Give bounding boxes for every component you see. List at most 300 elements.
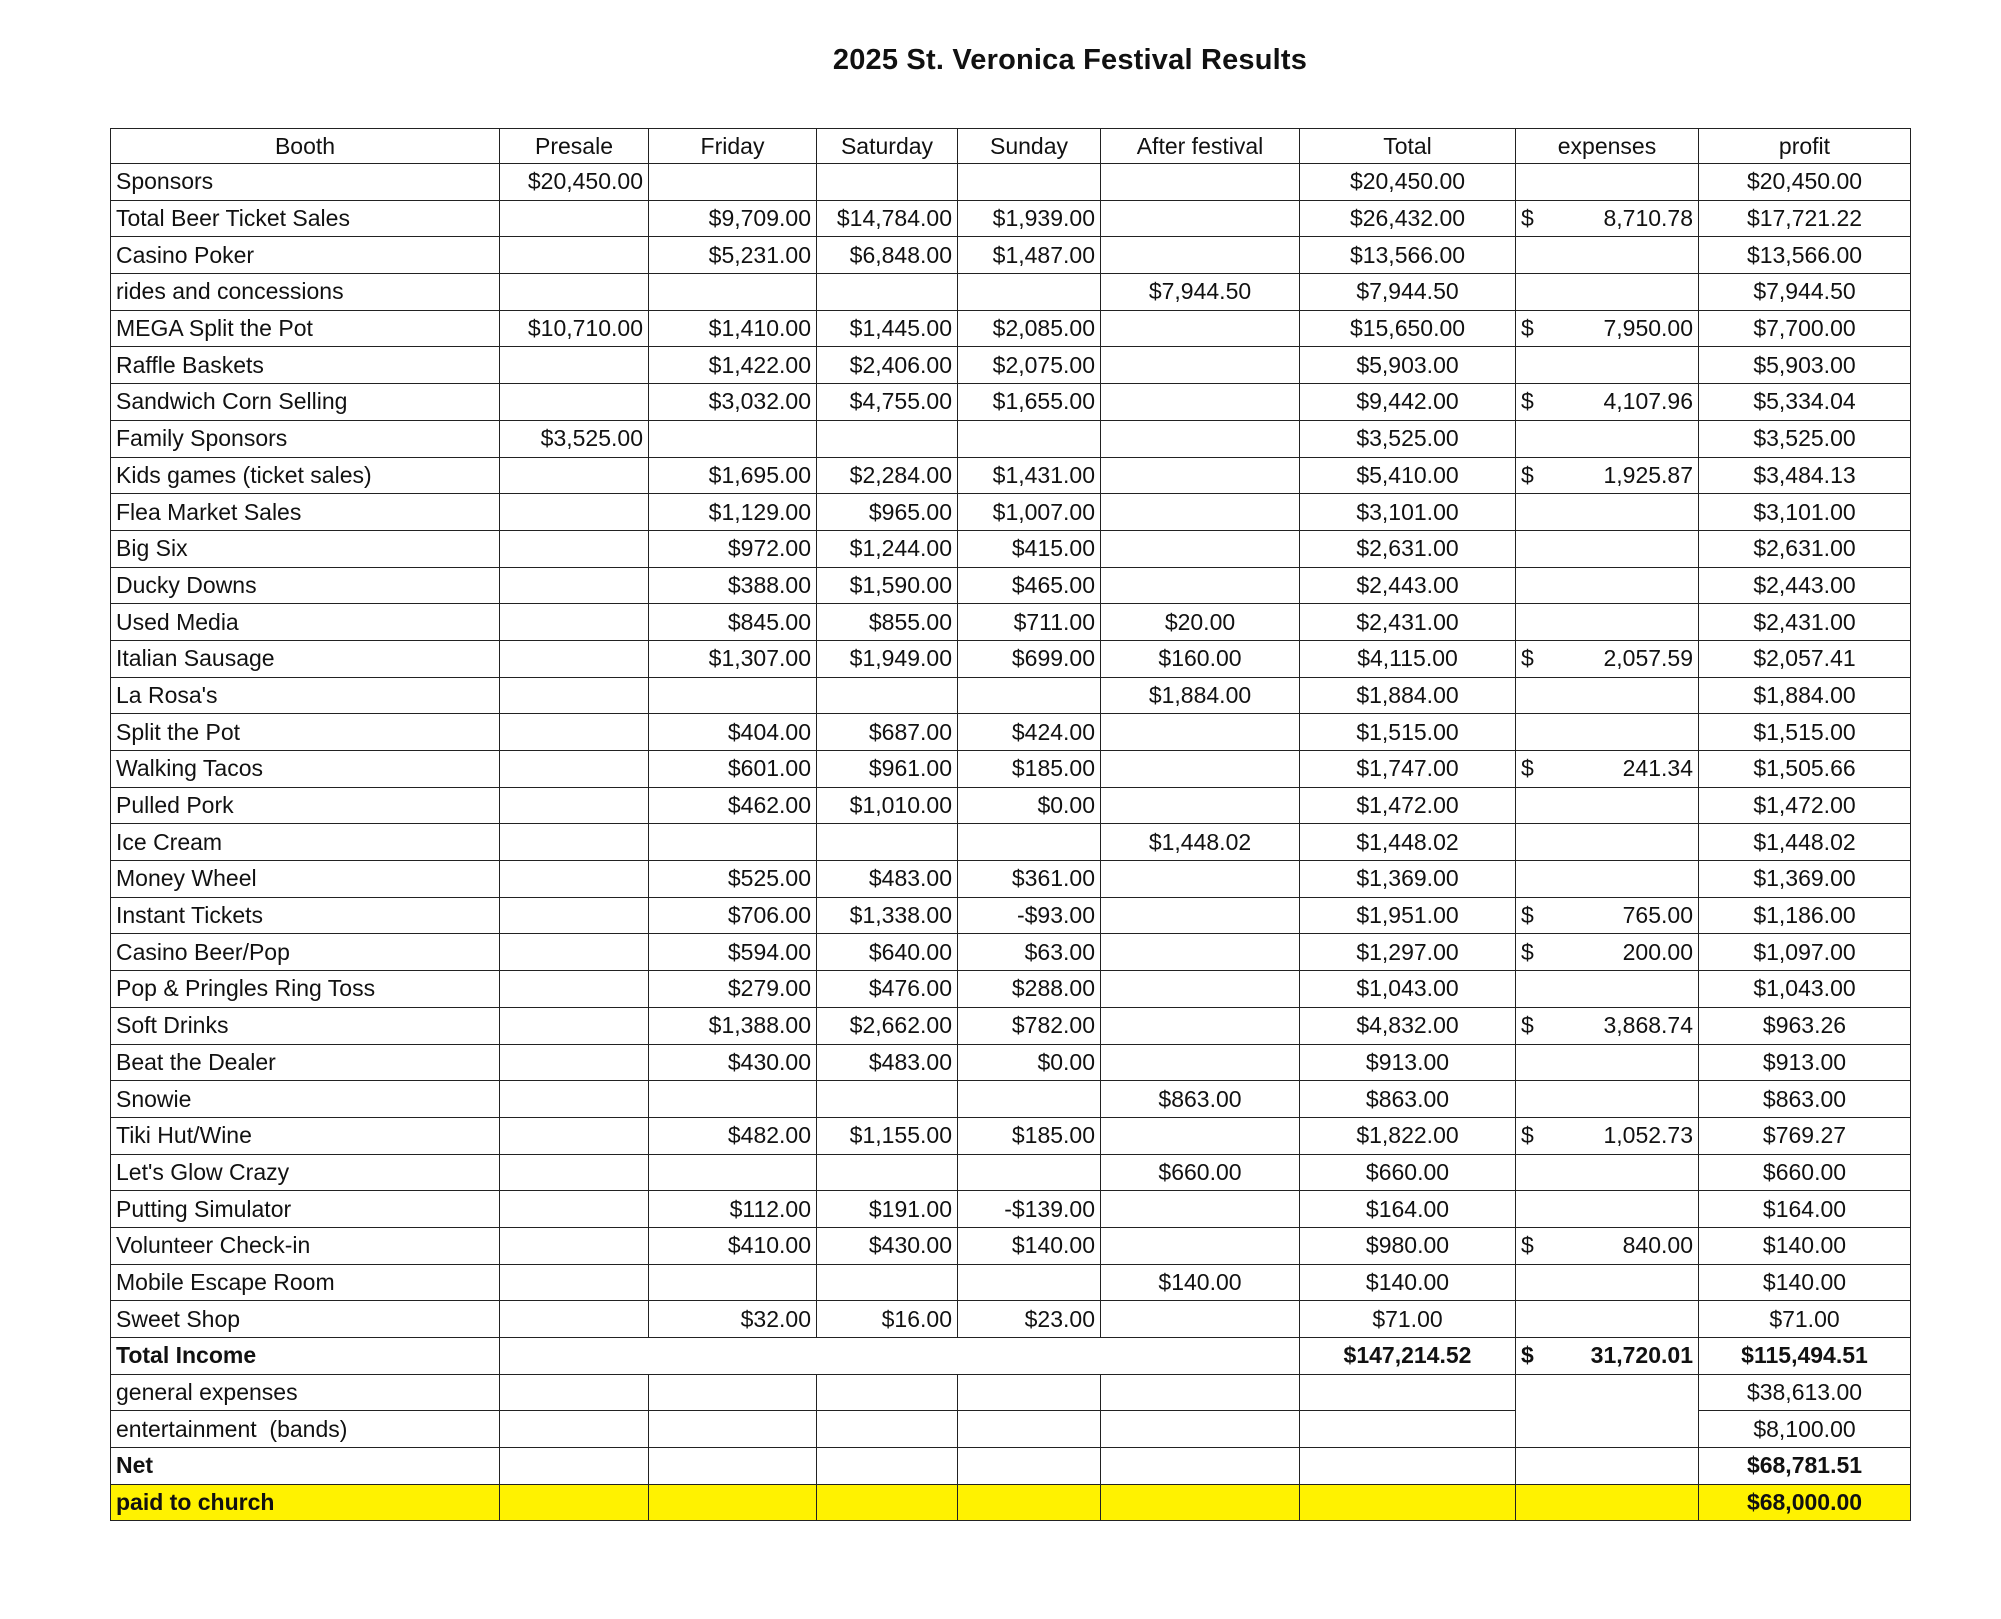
booth-name-cell: Kids games (ticket sales) xyxy=(111,457,500,494)
profit-cell: $913.00 xyxy=(1699,1044,1911,1081)
expenses-merged-empty xyxy=(1516,1374,1699,1447)
after-festival-cell xyxy=(1101,530,1300,567)
expenses-value: 3,868.74 xyxy=(1603,1012,1693,1039)
sunday-cell: $782.00 xyxy=(958,1007,1101,1044)
sunday-cell: $711.00 xyxy=(958,604,1101,641)
saturday-cell: $961.00 xyxy=(817,751,958,788)
sunday-cell: $1,431.00 xyxy=(958,457,1101,494)
after-festival-cell xyxy=(1101,1227,1300,1264)
total-cell: $1,515.00 xyxy=(1300,714,1516,751)
friday-cell xyxy=(649,1081,817,1118)
presale-cell xyxy=(500,897,649,934)
cell-empty xyxy=(958,1374,1101,1411)
profit-cell: $1,097.00 xyxy=(1699,934,1911,971)
booth-name-cell: Volunteer Check-in xyxy=(111,1227,500,1264)
cell-empty xyxy=(817,1374,958,1411)
total-income-label: Total Income xyxy=(111,1338,500,1375)
booth-name-cell: Putting Simulator xyxy=(111,1191,500,1228)
header-row xyxy=(111,129,1911,164)
booth-row xyxy=(111,1081,1911,1118)
booth-row xyxy=(111,1044,1911,1081)
booth-row xyxy=(111,640,1911,677)
saturday-cell: $1,590.00 xyxy=(817,567,958,604)
booth-row xyxy=(111,677,1911,714)
saturday-cell xyxy=(817,1264,958,1301)
profit-cell: $5,903.00 xyxy=(1699,347,1911,384)
friday-cell: $1,129.00 xyxy=(649,494,817,531)
saturday-cell: $855.00 xyxy=(817,604,958,641)
profit-cell: $7,944.50 xyxy=(1699,274,1911,311)
sunday-cell: $465.00 xyxy=(958,567,1101,604)
expenses-sign: $ xyxy=(1521,1012,1534,1039)
after-festival-cell: $863.00 xyxy=(1101,1081,1300,1118)
total-cell: $26,432.00 xyxy=(1300,200,1516,237)
total-income-expenses xyxy=(1516,1338,1699,1375)
total-cell: $20,450.00 xyxy=(1300,164,1516,201)
net-label: Net xyxy=(111,1448,500,1485)
sunday-cell: $1,655.00 xyxy=(958,384,1101,421)
saturday-cell xyxy=(817,274,958,311)
expenses-cell xyxy=(1516,1044,1699,1081)
booth-name-cell: Sandwich Corn Selling xyxy=(111,384,500,421)
after-festival-cell xyxy=(1101,971,1300,1008)
sunday-cell xyxy=(958,677,1101,714)
cell-empty xyxy=(1101,1374,1300,1411)
expenses-sign: $ xyxy=(1521,1122,1534,1149)
profit-cell: $7,700.00 xyxy=(1699,310,1911,347)
saturday-cell: $1,949.00 xyxy=(817,640,958,677)
total-cell: $164.00 xyxy=(1300,1191,1516,1228)
booth-row xyxy=(111,604,1911,641)
profit-cell: $863.00 xyxy=(1699,1081,1911,1118)
entertainment-label: entertainment (bands) xyxy=(111,1411,500,1448)
friday-cell: $525.00 xyxy=(649,861,817,898)
after-festival-cell: $1,884.00 xyxy=(1101,677,1300,714)
booth-name-cell: Split the Pot xyxy=(111,714,500,751)
total-income-expenses-value: 31,720.01 xyxy=(1590,1342,1693,1369)
booth-row xyxy=(111,457,1911,494)
profit-cell: $2,057.41 xyxy=(1699,640,1911,677)
expenses-cell xyxy=(1516,787,1699,824)
booth-rows xyxy=(111,164,1911,1338)
expenses-cell xyxy=(1516,1227,1699,1264)
cell-empty xyxy=(500,1374,649,1411)
expenses-sign: $ xyxy=(1521,315,1534,342)
booth-row xyxy=(111,164,1911,201)
saturday-cell: $1,010.00 xyxy=(817,787,958,824)
total-cell: $1,747.00 xyxy=(1300,751,1516,788)
profit-cell: $769.27 xyxy=(1699,1117,1911,1154)
booth-name-cell: Money Wheel xyxy=(111,861,500,898)
sunday-cell: $1,939.00 xyxy=(958,200,1101,237)
saturday-cell: $14,784.00 xyxy=(817,200,958,237)
header-booth: Booth xyxy=(111,129,500,164)
profit-cell: $3,101.00 xyxy=(1699,494,1911,531)
friday-cell: $482.00 xyxy=(649,1117,817,1154)
saturday-cell: $4,755.00 xyxy=(817,384,958,421)
cell-empty xyxy=(1300,1374,1516,1411)
booth-name-cell: Used Media xyxy=(111,604,500,641)
booth-name-cell: Family Sponsors xyxy=(111,420,500,457)
expenses-cell xyxy=(1516,1081,1699,1118)
total-cell: $3,101.00 xyxy=(1300,494,1516,531)
total-cell: $1,822.00 xyxy=(1300,1117,1516,1154)
profit-cell: $20,450.00 xyxy=(1699,164,1911,201)
expenses-cell xyxy=(1516,714,1699,751)
after-festival-cell xyxy=(1101,237,1300,274)
friday-cell xyxy=(649,677,817,714)
header-sunday: Sunday xyxy=(958,129,1101,164)
friday-cell xyxy=(649,1264,817,1301)
expenses-cell xyxy=(1516,1007,1699,1044)
saturday-cell: $483.00 xyxy=(817,1044,958,1081)
total-cell: $4,832.00 xyxy=(1300,1007,1516,1044)
sunday-cell: $185.00 xyxy=(958,751,1101,788)
expenses-cell xyxy=(1516,1154,1699,1191)
cell-empty xyxy=(958,1411,1101,1448)
net-value: $68,781.51 xyxy=(1699,1448,1911,1485)
expenses-cell xyxy=(1516,494,1699,531)
booth-row xyxy=(111,200,1911,237)
presale-cell xyxy=(500,1264,649,1301)
presale-cell xyxy=(500,237,649,274)
after-festival-cell xyxy=(1101,420,1300,457)
friday-cell: $601.00 xyxy=(649,751,817,788)
after-festival-cell: $140.00 xyxy=(1101,1264,1300,1301)
after-festival-cell xyxy=(1101,1117,1300,1154)
friday-cell: $112.00 xyxy=(649,1191,817,1228)
booth-row xyxy=(111,1154,1911,1191)
profit-cell: $1,884.00 xyxy=(1699,677,1911,714)
saturday-cell: $2,662.00 xyxy=(817,1007,958,1044)
saturday-cell xyxy=(817,677,958,714)
booth-row xyxy=(111,274,1911,311)
booth-name-cell: Pop & Pringles Ring Toss xyxy=(111,971,500,1008)
sunday-cell: $0.00 xyxy=(958,787,1101,824)
profit-cell: $5,334.04 xyxy=(1699,384,1911,421)
total-cell: $1,951.00 xyxy=(1300,897,1516,934)
profit-cell: $1,186.00 xyxy=(1699,897,1911,934)
booth-name-cell: Casino Beer/Pop xyxy=(111,934,500,971)
friday-cell xyxy=(649,824,817,861)
booth-name-cell: Raffle Baskets xyxy=(111,347,500,384)
after-festival-cell xyxy=(1101,1044,1300,1081)
total-income-blank xyxy=(500,1338,1300,1375)
general-expenses-label: general expenses xyxy=(111,1374,500,1411)
expenses-sign: $ xyxy=(1521,645,1534,672)
expenses-value: 765.00 xyxy=(1622,902,1693,929)
presale-cell xyxy=(500,640,649,677)
paid-to-church-label: paid to church xyxy=(111,1484,500,1521)
after-festival-cell xyxy=(1101,1191,1300,1228)
booth-row xyxy=(111,384,1911,421)
after-festival-cell xyxy=(1101,787,1300,824)
total-income-expenses-sign: $ xyxy=(1521,1342,1534,1369)
presale-cell xyxy=(500,530,649,567)
after-festival-cell xyxy=(1101,310,1300,347)
booth-name-cell: Tiki Hut/Wine xyxy=(111,1117,500,1154)
total-cell: $2,631.00 xyxy=(1300,530,1516,567)
presale-cell xyxy=(500,200,649,237)
expenses-value: 840.00 xyxy=(1622,1232,1693,1259)
profit-cell: $1,043.00 xyxy=(1699,971,1911,1008)
friday-cell: $5,231.00 xyxy=(649,237,817,274)
expenses-value: 1,925.87 xyxy=(1603,461,1693,488)
booth-row xyxy=(111,751,1911,788)
total-cell: $913.00 xyxy=(1300,1044,1516,1081)
expenses-value: 1,052.73 xyxy=(1603,1122,1693,1149)
profit-cell: $963.26 xyxy=(1699,1007,1911,1044)
sunday-cell: $63.00 xyxy=(958,934,1101,971)
after-festival-cell xyxy=(1101,934,1300,971)
friday-cell: $706.00 xyxy=(649,897,817,934)
expenses-cell xyxy=(1516,1117,1699,1154)
expenses-cell xyxy=(1516,420,1699,457)
saturday-cell: $1,155.00 xyxy=(817,1117,958,1154)
cell-empty xyxy=(958,1484,1101,1521)
expenses-sign: $ xyxy=(1521,205,1534,232)
friday-cell: $1,695.00 xyxy=(649,457,817,494)
cell-empty xyxy=(817,1484,958,1521)
profit-cell: $2,443.00 xyxy=(1699,567,1911,604)
profit-cell: $2,431.00 xyxy=(1699,604,1911,641)
booth-row xyxy=(111,494,1911,531)
sunday-cell: $288.00 xyxy=(958,971,1101,1008)
total-income-row xyxy=(111,1338,1911,1375)
saturday-cell xyxy=(817,824,958,861)
festival-results-table xyxy=(110,128,1911,1521)
presale-cell xyxy=(500,347,649,384)
presale-cell xyxy=(500,714,649,751)
saturday-cell: $687.00 xyxy=(817,714,958,751)
net-row xyxy=(111,1448,1911,1485)
booth-row xyxy=(111,714,1911,751)
booth-name-cell: Instant Tickets xyxy=(111,897,500,934)
after-festival-cell xyxy=(1101,164,1300,201)
presale-cell xyxy=(500,494,649,531)
sunday-cell: $0.00 xyxy=(958,1044,1101,1081)
expenses-cell xyxy=(1516,347,1699,384)
cell-empty xyxy=(1300,1484,1516,1521)
after-festival-cell: $160.00 xyxy=(1101,640,1300,677)
document-title: 2025 St. Veronica Festival Results xyxy=(832,44,1308,76)
cell-empty xyxy=(1101,1411,1300,1448)
after-festival-cell xyxy=(1101,751,1300,788)
total-cell: $1,448.02 xyxy=(1300,824,1516,861)
cell-empty xyxy=(649,1448,817,1485)
booth-name-cell: Big Six xyxy=(111,530,500,567)
profit-cell: $1,448.02 xyxy=(1699,824,1911,861)
presale-cell xyxy=(500,824,649,861)
expenses-cell xyxy=(1516,274,1699,311)
booth-row xyxy=(111,1117,1911,1154)
total-income-total: $147,214.52 xyxy=(1300,1338,1516,1375)
profit-cell: $2,631.00 xyxy=(1699,530,1911,567)
header-after-festival: After festival xyxy=(1101,129,1300,164)
profit-cell: $164.00 xyxy=(1699,1191,1911,1228)
after-festival-cell xyxy=(1101,861,1300,898)
expenses-sign: $ xyxy=(1521,461,1534,488)
booth-name-cell: Casino Poker xyxy=(111,237,500,274)
presale-cell xyxy=(500,1081,649,1118)
sunday-cell: -$139.00 xyxy=(958,1191,1101,1228)
total-cell: $4,115.00 xyxy=(1300,640,1516,677)
expenses-cell xyxy=(1516,567,1699,604)
expenses-cell xyxy=(1516,384,1699,421)
saturday-cell: $2,284.00 xyxy=(817,457,958,494)
saturday-cell xyxy=(817,420,958,457)
sunday-cell: $185.00 xyxy=(958,1117,1101,1154)
sunday-cell: $2,075.00 xyxy=(958,347,1101,384)
booth-row xyxy=(111,567,1911,604)
after-festival-cell xyxy=(1101,1007,1300,1044)
booth-row xyxy=(111,971,1911,1008)
summary-rows xyxy=(111,1338,1911,1521)
cell-empty xyxy=(649,1484,817,1521)
presale-cell xyxy=(500,787,649,824)
header-total: Total xyxy=(1300,129,1516,164)
saturday-cell: $476.00 xyxy=(817,971,958,1008)
sunday-cell: $23.00 xyxy=(958,1301,1101,1338)
header-saturday: Saturday xyxy=(817,129,958,164)
booth-name-cell: Sweet Shop xyxy=(111,1301,500,1338)
paid-to-church-value: $68,000.00 xyxy=(1699,1484,1911,1521)
presale-cell xyxy=(500,1117,649,1154)
saturday-cell xyxy=(817,164,958,201)
booth-name-cell: MEGA Split the Pot xyxy=(111,310,500,347)
friday-cell xyxy=(649,274,817,311)
friday-cell: $410.00 xyxy=(649,1227,817,1264)
presale-cell xyxy=(500,1154,649,1191)
after-festival-cell xyxy=(1101,457,1300,494)
sunday-cell xyxy=(958,1264,1101,1301)
booth-row xyxy=(111,1227,1911,1264)
friday-cell: $430.00 xyxy=(649,1044,817,1081)
presale-cell: $20,450.00 xyxy=(500,164,649,201)
total-cell: $863.00 xyxy=(1300,1081,1516,1118)
booth-row xyxy=(111,897,1911,934)
expenses-cell xyxy=(1516,1301,1699,1338)
after-festival-cell xyxy=(1101,494,1300,531)
presale-cell xyxy=(500,604,649,641)
presale-cell xyxy=(500,457,649,494)
expenses-value: 8,710.78 xyxy=(1603,205,1693,232)
expenses-cell xyxy=(1516,861,1699,898)
friday-cell: $462.00 xyxy=(649,787,817,824)
total-cell: $5,903.00 xyxy=(1300,347,1516,384)
after-festival-cell xyxy=(1101,897,1300,934)
sunday-cell xyxy=(958,274,1101,311)
friday-cell: $388.00 xyxy=(649,567,817,604)
profit-cell: $140.00 xyxy=(1699,1227,1911,1264)
booth-row xyxy=(111,787,1911,824)
saturday-cell xyxy=(817,1081,958,1118)
booth-row xyxy=(111,237,1911,274)
after-festival-cell xyxy=(1101,1301,1300,1338)
expenses-cell xyxy=(1516,640,1699,677)
expenses-cell xyxy=(1516,934,1699,971)
booth-name-cell: Let's Glow Crazy xyxy=(111,1154,500,1191)
sunday-cell: -$93.00 xyxy=(958,897,1101,934)
expenses-cell xyxy=(1516,237,1699,274)
profit-cell: $3,525.00 xyxy=(1699,420,1911,457)
cell-empty xyxy=(649,1374,817,1411)
sunday-cell xyxy=(958,1081,1101,1118)
friday-cell xyxy=(649,164,817,201)
header-profit: profit xyxy=(1699,129,1911,164)
booth-name-cell: Sponsors xyxy=(111,164,500,201)
friday-cell: $32.00 xyxy=(649,1301,817,1338)
friday-cell: $9,709.00 xyxy=(649,200,817,237)
saturday-cell: $191.00 xyxy=(817,1191,958,1228)
friday-cell: $1,307.00 xyxy=(649,640,817,677)
saturday-cell: $1,338.00 xyxy=(817,897,958,934)
sunday-cell xyxy=(958,420,1101,457)
presale-cell xyxy=(500,1191,649,1228)
booth-row xyxy=(111,347,1911,384)
booth-name-cell: Soft Drinks xyxy=(111,1007,500,1044)
friday-cell: $279.00 xyxy=(649,971,817,1008)
booth-name-cell: Walking Tacos xyxy=(111,751,500,788)
expenses-value: 2,057.59 xyxy=(1603,645,1693,672)
booth-row xyxy=(111,861,1911,898)
booth-name-cell: Pulled Pork xyxy=(111,787,500,824)
presale-cell xyxy=(500,751,649,788)
sunday-cell: $361.00 xyxy=(958,861,1101,898)
presale-cell xyxy=(500,677,649,714)
saturday-cell: $430.00 xyxy=(817,1227,958,1264)
after-festival-cell: $660.00 xyxy=(1101,1154,1300,1191)
presale-cell xyxy=(500,384,649,421)
cell-empty xyxy=(817,1448,958,1485)
presale-cell xyxy=(500,1301,649,1338)
cell-empty xyxy=(649,1411,817,1448)
booth-name-cell: La Rosa's xyxy=(111,677,500,714)
profit-cell: $1,369.00 xyxy=(1699,861,1911,898)
presale-cell xyxy=(500,971,649,1008)
header-presale: Presale xyxy=(500,129,649,164)
expenses-sign: $ xyxy=(1521,902,1534,929)
booth-name-cell: Beat the Dealer xyxy=(111,1044,500,1081)
booth-row xyxy=(111,1007,1911,1044)
after-festival-cell xyxy=(1101,567,1300,604)
saturday-cell: $965.00 xyxy=(817,494,958,531)
presale-cell: $3,525.00 xyxy=(500,420,649,457)
total-cell: $15,650.00 xyxy=(1300,310,1516,347)
profit-cell: $660.00 xyxy=(1699,1154,1911,1191)
sunday-cell: $424.00 xyxy=(958,714,1101,751)
total-cell: $2,443.00 xyxy=(1300,567,1516,604)
saturday-cell: $16.00 xyxy=(817,1301,958,1338)
total-cell: $9,442.00 xyxy=(1300,384,1516,421)
cell-empty xyxy=(1101,1448,1300,1485)
profit-cell: $71.00 xyxy=(1699,1301,1911,1338)
booth-row xyxy=(111,1191,1911,1228)
total-cell: $13,566.00 xyxy=(1300,237,1516,274)
expenses-cell xyxy=(1516,1191,1699,1228)
saturday-cell: $1,244.00 xyxy=(817,530,958,567)
expenses-cell xyxy=(1516,751,1699,788)
expenses-sign: $ xyxy=(1521,755,1534,782)
booth-row xyxy=(111,310,1911,347)
presale-cell xyxy=(500,861,649,898)
expenses-sign: $ xyxy=(1521,1232,1534,1259)
total-cell: $1,884.00 xyxy=(1300,677,1516,714)
presale-cell xyxy=(500,567,649,604)
booth-row xyxy=(111,1264,1911,1301)
friday-cell: $404.00 xyxy=(649,714,817,751)
total-cell: $7,944.50 xyxy=(1300,274,1516,311)
